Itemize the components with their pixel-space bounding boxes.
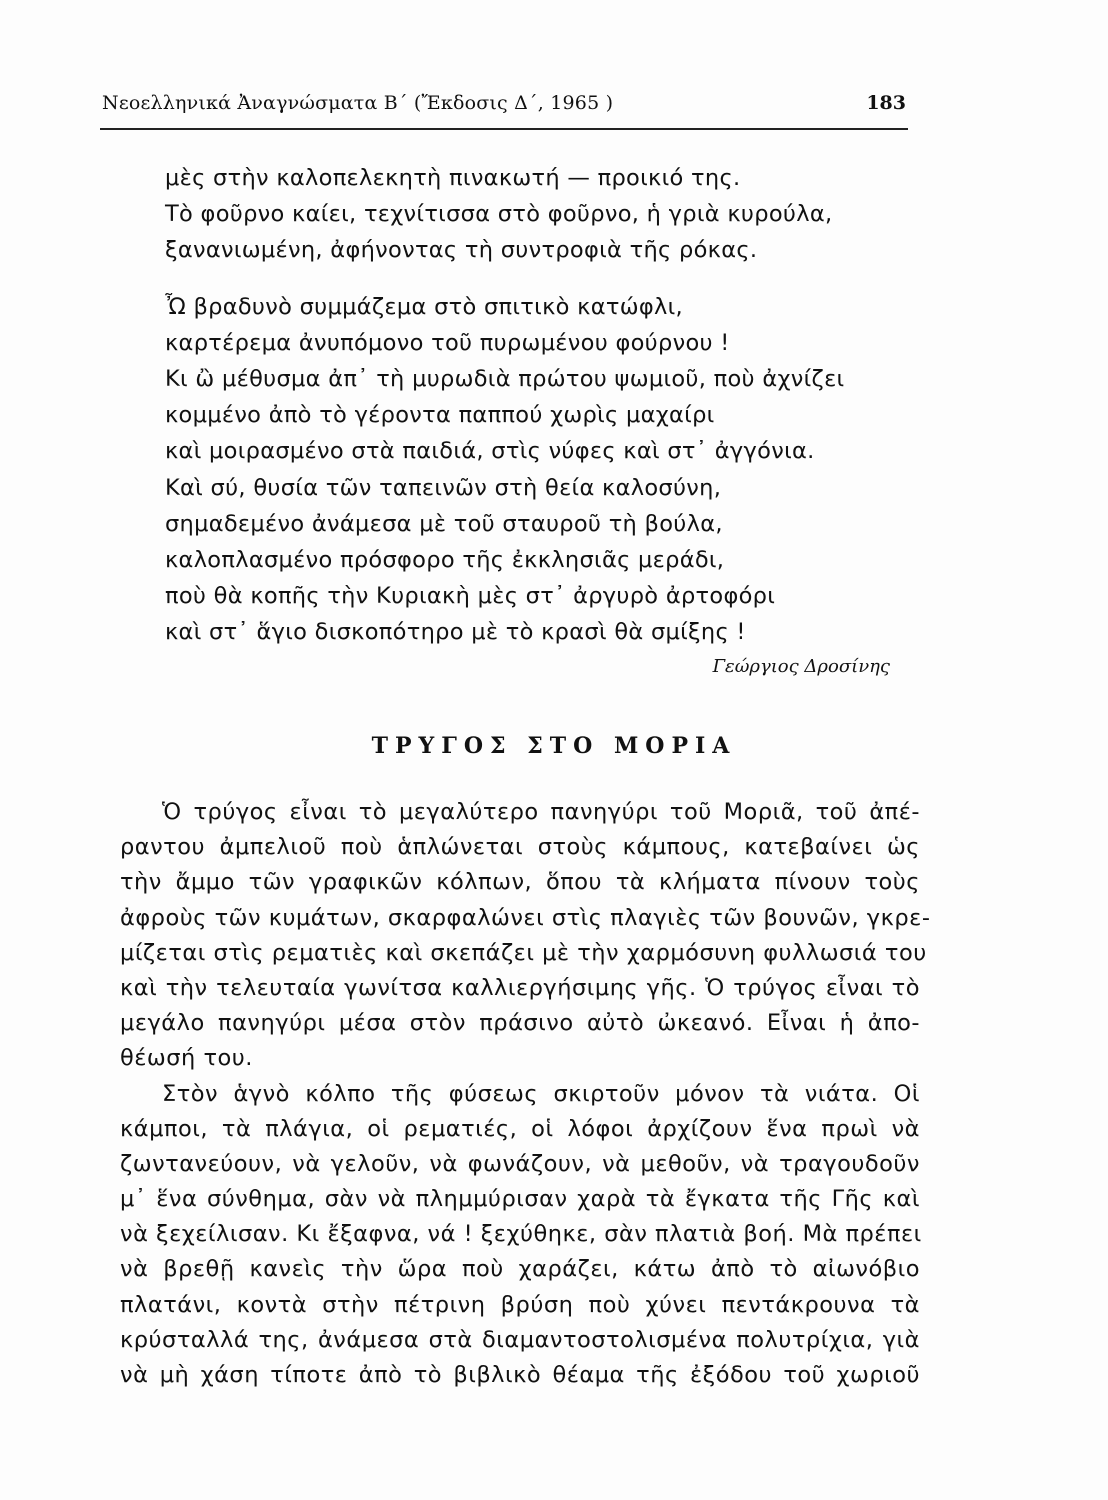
page-header <box>100 88 908 118</box>
prose-line: ραντου ἀμπελιοῦ ποὺ ἁπλώνεται στοὺς κάμπους, κατεβαίνει ὡς <box>120 834 920 861</box>
prose-line: μ᾿ ἕνα σύνθημα, σὰν νὰ πλημμύρισαν χαρὰ τὰ ἔγκατα τῆς Γῆς καὶ <box>120 1186 920 1213</box>
prose-line: ζωντανεύουν, νὰ γελοῦν, νὰ φωνάζουν, νὰ μεθοῦν, νὰ τραγουδοῦν <box>120 1150 920 1177</box>
prose-line: πλατάνι, κοντὰ στὴν πέτρινη βρύση ποὺ χύνει πεντάκρουνα τὰ <box>120 1291 920 1318</box>
poem-line: κομμένο ἀπὸ τὸ γέροντα παππού χωρὶς μαχαίρι <box>165 402 715 429</box>
poem-line: ξανανιωμένη, ἀφήνοντας τὴ συντροφιὰ τῆς ρόκας. <box>165 237 758 264</box>
poem-author: Γεώργιος Δροσίνης <box>712 656 890 677</box>
prose-line: Στὸν ἁγνὸ κόλπο τῆς φύσεως σκιρτοῦν μόνον τὰ νιάτα. Οἱ <box>162 1080 920 1107</box>
poem-line: Καὶ σύ, θυσία τῶν ταπεινῶν στὴ θεία καλοσύνη, <box>165 474 722 501</box>
prose-line: κρύσταλλά της, ἀνάμεσα στὰ διαμαντοστολισμένα πολυτρίχια, γιὰ <box>120 1326 920 1353</box>
header-rule <box>100 128 908 130</box>
page-number: 183 <box>866 92 906 114</box>
poem-line: καὶ μοιρασμένο στὰ παιδιά, στὶς νύφες καὶ στ᾿ ἀγγόνια. <box>165 438 815 465</box>
poem-line: καλοπλασμένο πρόσφορο τῆς ἐκκλησιᾶς μεράδι, <box>165 546 725 573</box>
poem-line: Ὦ βραδυνὸ συμμάζεμα στὸ σπιτικὸ κατώφλι, <box>165 293 683 320</box>
running-title: Νεοελληνικά Ἀναγνώσματα Β΄ (Ἔκδοσις Δ΄, 1965 ) <box>102 92 614 114</box>
prose-line: ἀφροὺς τῶν κυμάτων, σκαρφαλώνει στὶς πλαγιὲς τῶν βουνῶν, γκρε- <box>120 904 931 931</box>
poem-line: καὶ στ᾿ ἅγιο δισκοπότηρο μὲ τὸ κρασὶ θὰ σμίξης ! <box>165 619 746 646</box>
prose-line: καὶ τὴν τελευταία γωνίτσα καλλιεργήσιμης γῆς. Ὁ τρύγος εἶναι τὸ <box>120 974 920 1001</box>
poem-excerpt <box>165 160 925 650</box>
prose-line: τὴν ἄμμο τῶν γραφικῶν κόλπων, ὅπου τὰ κλήματα πίνουν τοὺς <box>120 869 920 896</box>
stanza-break <box>165 269 925 289</box>
poem-line: ποὺ θὰ κοπῆς τὴν Κυριακὴ μὲς στ᾿ ἀργυρὸ ἀρτοφόρι <box>165 583 776 610</box>
prose-line: μίζεται στὶς ρεματιὲς καὶ σκεπάζει μὲ τὴν χαρμόσυνη φυλλωσιά του <box>120 939 927 966</box>
prose-line: Ὁ τρύγος εἶναι τὸ μεγαλύτερο πανηγύρι τοῦ Μοριᾶ, τοῦ ἀπέ- <box>162 799 920 825</box>
prose-body <box>120 795 931 1393</box>
poem-line: καρτέρεμα ἀνυπόμονο τοῦ πυρωμένου φούρνου ! <box>165 329 730 356</box>
prose-line: νὰ ξεχείλισαν. Κι ἔξαφνα, νά ! ξεχύθηκε, σὰν πλατιὰ βοή. Μὰ πρέπει <box>120 1221 922 1248</box>
section-title: ΤΡΥΓΟΣ ΣΤΟ ΜΟΡΙΑ <box>371 733 737 759</box>
prose-line: μεγάλο πανηγύρι μέσα στὸν πράσινο αὐτὸ ὠκεανό. Εἶναι ἡ ἀπο- <box>120 1010 920 1037</box>
prose-line: κάμποι, τὰ πλάγια, οἱ ρεματιές, οἱ λόφοι ἀρχίζουν ἕνα πρωὶ νὰ <box>120 1115 920 1142</box>
poem-line: Κι ὢ μέθυσμα ἀπ᾿ τὴ μυρωδιὰ πρώτου ψωμιοῦ, ποὺ ἀχνίζει <box>165 365 845 392</box>
prose-line: νὰ μὴ χάση τίποτε ἀπὸ τὸ βιβλικὸ θέαμα τῆς ἐξόδου τοῦ χωριοῦ <box>120 1362 920 1388</box>
prose-line: θέωσή του. <box>120 1045 253 1072</box>
prose-line: νὰ βρεθῇ κανεὶς τὴν ὥρα ποὺ χαράζει, κάτω ἀπὸ τὸ αἰωνόβιο <box>120 1256 920 1283</box>
poem-line: σημαδεμένο ἀνάμεσα μὲ τοῦ σταυροῦ τὴ βούλα, <box>165 510 723 537</box>
poem-line: Τὸ φοῦρνο καίει, τεχνίτισσα στὸ φοῦρνο, ἡ γριὰ κυρούλα, <box>165 201 833 228</box>
poem-line: μὲς στὴν καλοπελεκητὴ πινακωτή — προικιό της. <box>165 165 741 191</box>
